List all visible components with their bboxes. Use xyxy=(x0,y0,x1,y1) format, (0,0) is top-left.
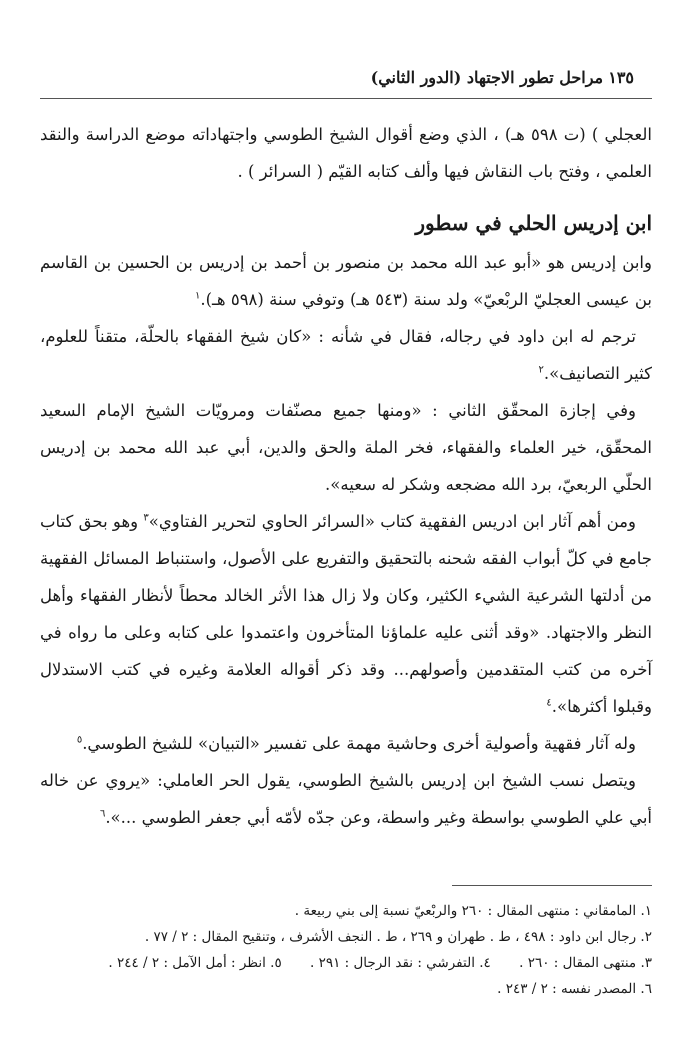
footnote-ref-5[interactable]: ٥ xyxy=(76,734,83,746)
running-header xyxy=(40,68,652,99)
footnote-ref-2[interactable]: ٢ xyxy=(538,364,544,376)
footnote-ref-1[interactable]: ١ xyxy=(194,290,201,302)
footnote-3: ٣. منتهى المقال : ٢٦٠ . xyxy=(519,955,652,971)
paragraph-1: وابن إدريس هو «أبو عبد الله محمد بن منصور بن أحمد بن إدريس بن الحسين بن القاسم بن عيسى العجليّ الربْعيّ» ولد سنة (٥٤٣ هـ) وتوفي سنة (٥٩٨ هـ).$^١$ xyxy=(40,253,652,309)
document-page xyxy=(40,0,652,1053)
footnote-ref-3[interactable]: ٣ xyxy=(143,512,149,524)
intro-paragraph: العجلي ) (ت ٥٩٨ هـ) ، الذي وضع أقوال الشيخ الطوسي واجتهاداته موضع الدراسة والنقد العلمي ، وفتح باب النقاش فيها وألف كتابه القيّم ( السرائر ) . xyxy=(40,125,652,181)
footnote-2: ٢. رجال ابن داود : ٤٩٨ ، ط . طهران و ٢٦٩ ، ط . النجف الأشرف ، وتنقيح المقال : ٢ / ٧٧ . xyxy=(144,929,652,945)
footnote-1: ١. المامقاني : منتهى المقال : ٢٦٠ والربْعيّ نسبة إلى بني ربيعة . xyxy=(294,903,652,919)
paragraph-3: وفي إجازة المحقّق الثاني : «ومنها جميع مصنّفات ومرويّات الشيخ الإمام السعيد المحقّق، خير العلماء والفقهاء، فخر الملة والحق والدين، أبي عبد الله محمد بن إدريس الحلّي الربعيّ، برد الله مضجعه وشكر له سعيه». xyxy=(40,401,652,494)
footnote-6: ٦. المصدر نفسه : ٢ / ٢٤٣ . xyxy=(497,981,652,997)
header-title: مراحل تطور الاجتهاد (الدور الثاني) xyxy=(370,68,604,87)
page-number: ١٣٥ xyxy=(608,68,634,87)
footnote-5: ٥. انظر : أمل الآمل : ٢ / ٢٤٤ . xyxy=(108,955,282,971)
section-heading: ابن إدريس الحلي في سطور xyxy=(415,211,652,235)
paragraph-4: ومن أهم آثار ابن ادريس الفقهية كتاب «السرائر الحاوي لتحرير الفتاوي»$^٣$ وهو بحق كتاب جامع في كلّ أبواب الفقه شحنه بالتحقيق والتفريع على الأصول، واستنباط المسائل الفقهية من أدلتها الشرعية الشيء الكثير، وكان ولا زال هذا الأثر الخالد محطاً لأنظار الفقهاء وأهل النظر والاجتهاد. «وقد أثنى عليه علماؤنا المتأخرون واعتمدوا على كتابه وعلى ما رواه في آخره من كتب المتقدمين وأصولهم... وقد ذكر أقواله العلامة وغيره في كتب الاستدلال وقبلوا أكثرها».$^٤$ xyxy=(40,512,652,716)
footnotes xyxy=(40,898,652,1002)
main-text xyxy=(40,116,652,836)
footnote-divider xyxy=(452,885,652,886)
footnote-ref-4[interactable]: ٤ xyxy=(546,697,552,709)
paragraph-2: ترجم له ابن داود في رجاله، فقال في شأنه : «كان شيخ الفقهاء بالحلّة، متقناً للعلوم، كثير التصانيف».$^٢$ xyxy=(40,327,652,383)
footnote-row-3 xyxy=(40,950,652,976)
paragraph-6: ويتصل نسب الشيخ ابن إدريس بالشيخ الطوسي، يقول الحر العاملي: «يروي عن خاله أبي علي الطوسي بواسطة وغير واسطة، وعن جدّه لأمّه أبي جعفر الطوسي ...».$^٦$ xyxy=(40,771,652,827)
paragraph-5: وله آثار فقهية وأصولية أخرى وحاشية مهمة على تفسير «التبيان» للشيخ الطوسي.$^٥$ xyxy=(76,734,636,753)
footnote-ref-6[interactable]: ٦ xyxy=(99,808,106,820)
footnote-4: ٤. التفرشي : نقد الرجال : ٢٩١ . xyxy=(310,955,491,971)
